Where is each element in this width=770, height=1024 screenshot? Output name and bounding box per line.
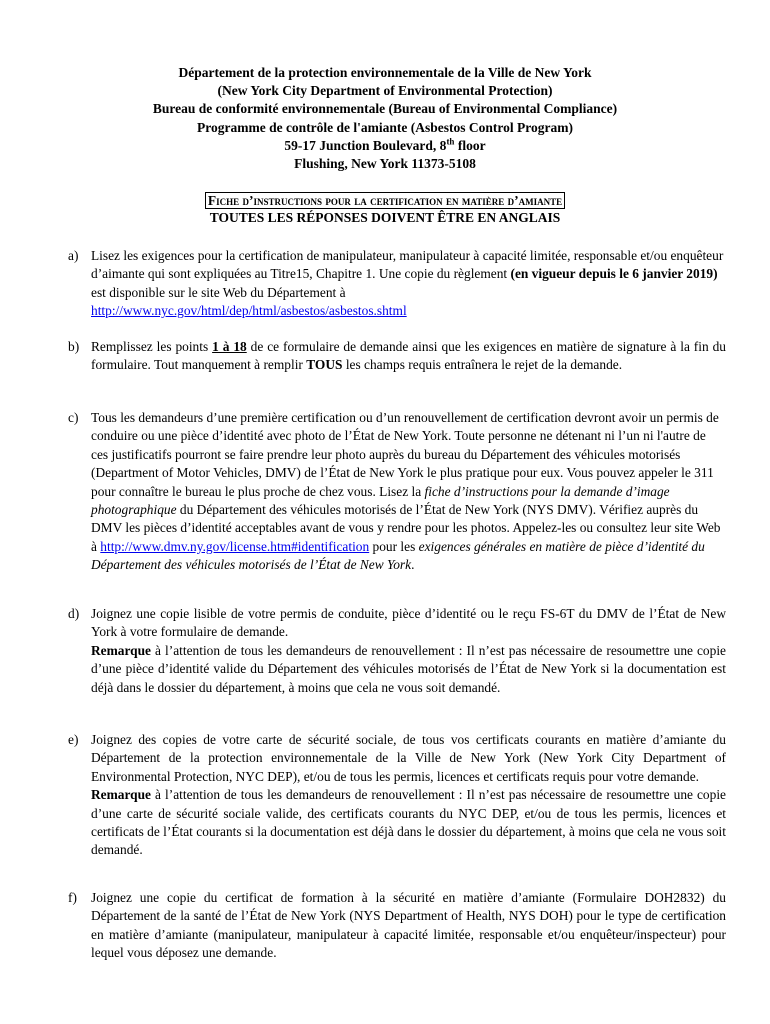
item-a-effective-date: (en vigueur depuis le 6 janvier 2019) <box>510 266 718 282</box>
agency-header <box>60 64 710 173</box>
header-city-line: Flushing, New York 11373-5108 <box>294 156 476 172</box>
title-rest: iche d’instructions pour la certification en matière d’amiante <box>216 193 563 208</box>
item-b-text-2: de ce formulaire de demande ainsi que les exigences en matière de signature à la fin du formulaire. Tout manquement à remplir <box>91 339 726 373</box>
item-e-text-2: à l’attention de tous les demandeurs de renouvellement : Il n’est pas nécessaire de resoumettre une copie d’une carte de sécurité sociale valide, des certificats courants du NYC DEP, et/ou de tous les permis, licences et certificats de l’État courants si la documentation est déjà dans le dossier du département, à moins que cela ne vous soit demandé. <box>91 787 726 858</box>
item-b-points-range: 1 à 18 <box>212 339 247 354</box>
item-f-text-1: Joignez une copie du certificat de formation à la sécurité en matière d’amiante (Formulaire DOH2832) du Département de la santé de l’État de New York (NYS Department of Health, NYS DOH) pour le type de certification en matière d’amiante (manipulateur, manipulateur à capacité limitée, responsable et/ou enquêteur/inspecteur) pour lequel vous déposez une demande. <box>91 890 726 961</box>
item-c-text-4: . <box>411 557 415 573</box>
item-b-text-1: Remplissez les points <box>91 339 213 354</box>
header-line-1: Département de la protection environnementale de la Ville de New York <box>178 65 592 80</box>
instruction-item-e <box>68 731 726 860</box>
header-address-line <box>60 137 710 155</box>
item-b-text-3: les champs requis entraînera le rejet de la demande. <box>342 357 623 373</box>
item-c-dmv-requirements-title: exigences générales en matière de pièce d’identité du Département des véhicules motorisés de l’État de New York <box>91 538 705 573</box>
item-a-text-2: est disponible sur le site Web du Département à <box>91 284 346 300</box>
address-ordinal: th <box>446 136 455 147</box>
item-d-text-1: Joignez une copie lisible de votre permis de conduite, pièce d’identité ou le reçu FS-6T du DMV de l’État de New York à votre formulaire de demande. <box>91 606 726 640</box>
item-label: d) <box>68 606 80 621</box>
item-label: a) <box>68 248 79 263</box>
address-floor: floor <box>454 137 486 153</box>
instruction-item-d <box>68 605 726 697</box>
asbestos-regulation-link[interactable]: http://www.nyc.gov/html/dep/html/asbestos/asbestos.shtml <box>91 303 407 319</box>
instruction-item-f <box>68 889 726 963</box>
item-text <box>91 338 726 375</box>
form-subtitle: TOUTES LES RÉPONSES DOIVENT ÊTRE EN ANGLAIS <box>209 210 561 225</box>
item-d-text-2: à l’attention de tous les demandeurs de renouvellement : Il n’est pas nécessaire de resoumettre une copie d’une pièce d’identité valide du Département des véhicules motorisés de l’État de New York si la documentation est déjà dans le dossier du département, à moins que cela ne vous soit demandé. <box>91 642 726 695</box>
title-initial: F <box>207 193 217 208</box>
item-text <box>91 731 726 860</box>
item-text <box>91 889 726 963</box>
instruction-item-b <box>68 338 726 375</box>
dmv-identification-link[interactable]: http://www.dmv.ny.gov/license.htm#identification <box>100 538 370 554</box>
instruction-item-a <box>68 247 726 321</box>
item-a-text-1: Lisez les exigences pour la certification de manipulateur, manipulateur à capacité limitée, responsable et/ou enquêteur d’aimante qui sont expliquées au Titre15, Chapitre 1. Une copie du règlement <box>91 248 724 282</box>
form-title <box>205 192 565 209</box>
item-c-text-2: du Département des véhicules motorisés de l’État de New York (NYS DMV). Vérifiez auprès du DMV les pièces d’identité acceptables avant de vous y rendre pour les photos. Appelez-les ou consultez leur site Web à <box>91 502 721 554</box>
item-e-remark-label: Remarque <box>91 787 152 803</box>
item-text <box>91 605 726 697</box>
item-c-text-3: pour les <box>369 538 419 554</box>
item-label: c) <box>68 410 79 425</box>
item-label: f) <box>68 890 77 905</box>
item-text <box>91 409 726 575</box>
instruction-item-c <box>68 409 726 575</box>
item-label: e) <box>68 732 79 747</box>
address-street: 59-17 Junction Boulevard, 8 <box>284 137 447 153</box>
item-text <box>91 247 726 321</box>
header-line-4: Programme de contrôle de l'amiante (Asbestos Control Program) <box>196 119 574 135</box>
item-d-remark-label: Remarque <box>91 642 152 658</box>
item-label: b) <box>68 339 80 354</box>
form-title-block <box>60 192 710 226</box>
header-line-3: Bureau de conformité environnementale (Bureau of Environmental Compliance) <box>152 101 618 117</box>
item-c-photo-instructions-title: fiche d’instructions pour la demande d’image photographique <box>91 483 670 518</box>
header-line-2: (New York City Department of Environmental Protection) <box>217 83 553 99</box>
item-b-all-emphasis: TOUS <box>306 357 343 373</box>
item-c-text-1: Tous les demandeurs d’une première certification ou d’un renouvellement de certification devront avoir un permis de conduire ou une pièce d’identité avec photo de l’État de New York. Toute personne ne détenant ni l’un ni l'autre de ces justificatifs pourront se faire prendre leur photo auprès du bureau du Département des véhicules motorisés (Department of Motor Vehicles, DMV) de l’État de New York le plus pratique pour eux. Vous pouvez appeler le 311 pour connaître le bureau le plus proche de chez vous. Lisez la <box>91 410 719 499</box>
item-e-text-1: Joignez des copies de votre carte de sécurité sociale, de tous vos certificats courants en matière d’amiante du Département de la protection environnementale de la Ville de New York (New York City Department of Environmental Protection, NYC DEP), et/ou de tous les permis, licences et certificats requis pour votre demande. <box>91 732 726 784</box>
